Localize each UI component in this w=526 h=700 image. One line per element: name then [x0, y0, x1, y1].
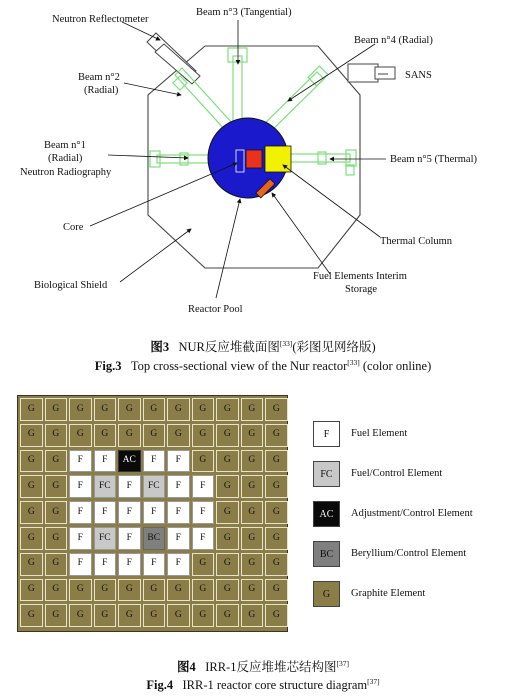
- label-neutron-reflectometer: Neutron Reflectometer: [52, 14, 149, 25]
- fig3-number-zh: 图3: [150, 340, 170, 354]
- legend-swatch: F: [313, 421, 340, 447]
- core-cell: G: [45, 604, 68, 627]
- label-beam4: Beam n°4 (Radial): [354, 35, 433, 46]
- core-cell: G: [45, 450, 68, 473]
- core-cell: G: [192, 604, 215, 627]
- core-cell: F: [167, 450, 190, 473]
- core-cell: F: [167, 527, 190, 550]
- legend-swatch: FC: [313, 461, 340, 487]
- core-cell: G: [118, 424, 141, 447]
- core-cell: F: [69, 450, 92, 473]
- core-cell: G: [241, 398, 264, 421]
- fig3-ref-en: [33]: [347, 357, 360, 367]
- fig4-title-en: IRR-1 reactor core structure diagram: [182, 678, 368, 692]
- core-cell: G: [216, 501, 239, 524]
- core-cell: G: [241, 527, 264, 550]
- core-cell: F: [94, 553, 117, 576]
- sans-housing: [348, 64, 378, 82]
- legend-label: Beryllium/Control Element: [351, 548, 467, 559]
- core-cell: G: [265, 501, 288, 524]
- core-cell: F: [69, 553, 92, 576]
- fig3-title-zh: NUR反应堆截面图: [178, 340, 280, 354]
- core-cell: G: [118, 604, 141, 627]
- reactor-core: [246, 150, 262, 168]
- reactor-cross-section-diagram: [0, 0, 526, 335]
- core-cell: G: [216, 553, 239, 576]
- core-cell: F: [69, 527, 92, 550]
- core-cell: G: [241, 475, 264, 498]
- core-cell: G: [241, 501, 264, 524]
- core-cell: G: [69, 604, 92, 627]
- fig3-ref-zh: [33]: [279, 338, 293, 348]
- core-cell: F: [118, 501, 141, 524]
- core-cell: G: [20, 527, 43, 550]
- core-cell: G: [265, 450, 288, 473]
- core-cell: G: [69, 424, 92, 447]
- core-cell: G: [216, 527, 239, 550]
- core-cell: G: [216, 398, 239, 421]
- core-cell: FC: [94, 475, 117, 498]
- core-cell: G: [143, 579, 166, 602]
- core-cell: G: [265, 527, 288, 550]
- core-cell: G: [265, 424, 288, 447]
- core-cell: G: [20, 579, 43, 602]
- core-cell: G: [69, 579, 92, 602]
- core-cell: G: [45, 527, 68, 550]
- core-cell: G: [241, 604, 264, 627]
- fig3-caption-chinese: [0, 340, 526, 355]
- fig3-title-en: Top cross-sectional view of the Nur reactor: [130, 359, 348, 373]
- legend-label: Fuel/Control Element: [351, 468, 443, 479]
- label-fuel-storage-line1: Fuel Elements Interim: [313, 271, 407, 282]
- core-cell: G: [69, 398, 92, 421]
- core-cell: G: [265, 398, 288, 421]
- core-cell: G: [45, 424, 68, 447]
- legend-swatch: G: [313, 581, 340, 607]
- core-cell: G: [167, 398, 190, 421]
- core-cell: G: [118, 579, 141, 602]
- core-cell: F: [118, 553, 141, 576]
- core-cell: G: [20, 424, 43, 447]
- core-cell: G: [192, 553, 215, 576]
- label-fuel-storage-line2: Storage: [345, 284, 378, 295]
- core-cell: FC: [143, 475, 166, 498]
- core-cell: G: [192, 450, 215, 473]
- core-cell: G: [20, 450, 43, 473]
- legend-label: Adjustment/Control Element: [351, 508, 473, 519]
- core-cell: G: [265, 475, 288, 498]
- core-cell: AC: [118, 450, 141, 473]
- core-cell: F: [143, 450, 166, 473]
- core-cell: G: [45, 475, 68, 498]
- core-cell: G: [20, 501, 43, 524]
- core-cell: G: [216, 475, 239, 498]
- core-cell: G: [167, 579, 190, 602]
- core-cell: G: [94, 604, 117, 627]
- core-cell: G: [143, 424, 166, 447]
- core-cell: G: [45, 501, 68, 524]
- core-cell: G: [167, 424, 190, 447]
- label-beam2-line2: (Radial): [84, 85, 119, 96]
- core-cell: FC: [94, 527, 117, 550]
- core-cell: G: [241, 424, 264, 447]
- label-beam1-line1: Beam n°1: [44, 140, 86, 151]
- core-cell: F: [167, 501, 190, 524]
- core-cell: F: [143, 553, 166, 576]
- legend-swatch: AC: [313, 501, 340, 527]
- label-beam5: Beam n°5 (Thermal): [390, 154, 477, 165]
- core-cell: F: [143, 501, 166, 524]
- core-cell: F: [94, 501, 117, 524]
- reactor-core-grid: [17, 395, 288, 632]
- fig3-number-en: Fig.3: [94, 359, 122, 373]
- legend-label: Fuel Element: [351, 428, 408, 439]
- core-cell: G: [45, 553, 68, 576]
- core-cell: F: [69, 501, 92, 524]
- core-cell: G: [216, 604, 239, 627]
- legend-label: Graphite Element: [351, 588, 426, 599]
- fig4-number-zh: 图4: [177, 660, 196, 674]
- core-cell: F: [94, 450, 117, 473]
- fig4-ref-zh: [37]: [336, 658, 349, 668]
- core-cell: G: [118, 398, 141, 421]
- label-thermal-column: Thermal Column: [380, 236, 453, 247]
- fig4-ref-en: [37]: [367, 676, 380, 686]
- label-biological-shield: Biological Shield: [34, 280, 108, 291]
- fig4-caption-chinese: [0, 660, 526, 675]
- label-beam3: Beam n°3 (Tangential): [196, 7, 292, 18]
- fig3-tail-zh: (彩图见网络版): [292, 340, 376, 354]
- core-cell: F: [118, 527, 141, 550]
- core-cell: G: [241, 553, 264, 576]
- core-cell: F: [167, 475, 190, 498]
- core-cell: G: [45, 579, 68, 602]
- fig3-caption-english: [0, 359, 526, 374]
- fig4-number-en: Fig.4: [146, 678, 174, 692]
- core-cell: G: [143, 604, 166, 627]
- fig4-caption-english: [0, 678, 526, 693]
- label-sans: SANS: [405, 70, 432, 81]
- core-cell: G: [216, 424, 239, 447]
- label-beam1-line3: Neutron Radiography: [20, 167, 112, 178]
- core-cell: F: [167, 553, 190, 576]
- core-cell: G: [143, 398, 166, 421]
- core-cell: G: [241, 579, 264, 602]
- core-cell: G: [216, 450, 239, 473]
- core-cell: G: [20, 604, 43, 627]
- core-cell: G: [167, 604, 190, 627]
- core-cell: BC: [143, 527, 166, 550]
- core-cell: G: [265, 579, 288, 602]
- core-cell: G: [192, 424, 215, 447]
- core-cell: G: [94, 424, 117, 447]
- label-beam1-line2: (Radial): [48, 153, 83, 164]
- core-cell: F: [192, 501, 215, 524]
- core-cell: G: [20, 475, 43, 498]
- core-cell: G: [94, 579, 117, 602]
- label-beam2-line1: Beam n°2: [78, 72, 120, 83]
- core-cell: F: [192, 527, 215, 550]
- core-cell: G: [265, 553, 288, 576]
- core-cell: G: [192, 579, 215, 602]
- core-cell: F: [118, 475, 141, 498]
- fig3-tail-en: (color online): [362, 359, 432, 373]
- core-cell: G: [192, 398, 215, 421]
- core-cell: G: [20, 553, 43, 576]
- core-cell: F: [69, 475, 92, 498]
- core-cell: G: [241, 450, 264, 473]
- legend-swatch: BC: [313, 541, 340, 567]
- core-cell: G: [216, 579, 239, 602]
- label-core: Core: [63, 222, 84, 233]
- core-cell: G: [265, 604, 288, 627]
- label-reactor-pool: Reactor Pool: [188, 304, 243, 315]
- fig4-title-zh: IRR-1反应堆堆芯结构图: [205, 660, 337, 674]
- core-cell: G: [20, 398, 43, 421]
- core-cell: F: [192, 475, 215, 498]
- core-cell: G: [45, 398, 68, 421]
- core-cell: G: [94, 398, 117, 421]
